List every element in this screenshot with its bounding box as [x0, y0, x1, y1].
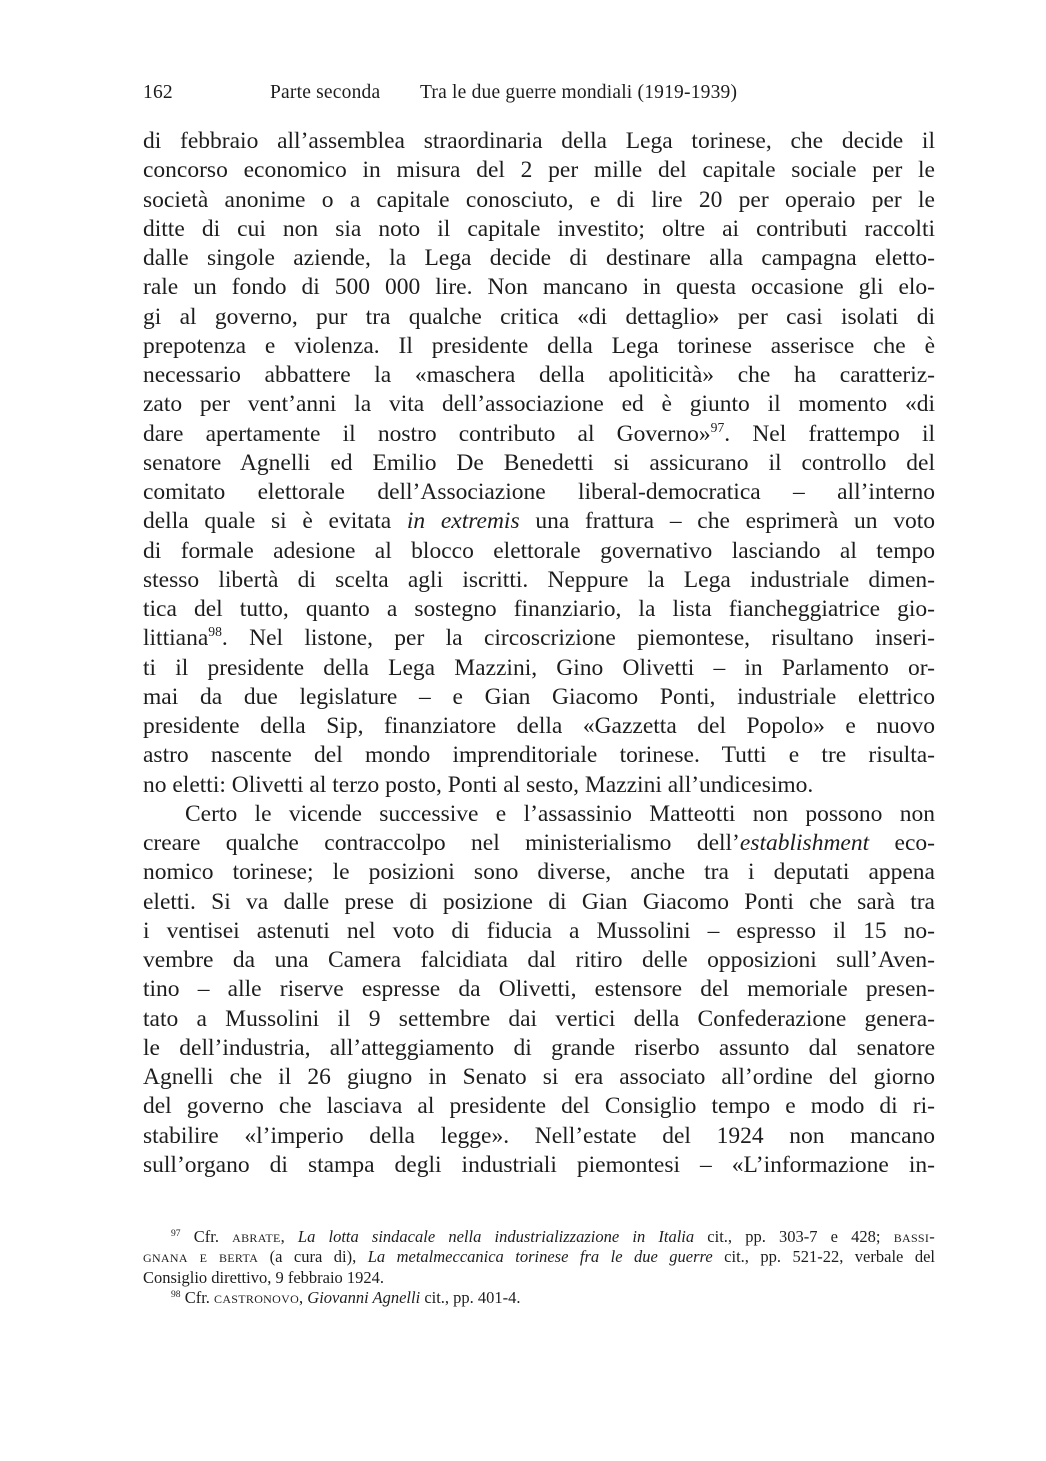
text-line: tino – alle riserve espresse da Olivetti, estensore del memoriale presen-: [143, 976, 935, 1003]
text-line: nomico torinese; le posizioni sono diverse, anche tra i deputati appena: [143, 859, 935, 886]
text-span: . Nel frattempo il: [724, 420, 935, 447]
author-name: castronovo: [214, 1288, 300, 1308]
text-span: eco-: [869, 830, 935, 856]
note-text: Cfr.: [180, 1288, 215, 1308]
footnote-ref-97[interactable]: 97: [710, 419, 725, 435]
note-text: (a cura di),: [258, 1247, 368, 1267]
text-line: tica del tutto, quanto a sostegno finanziario, la lista fiancheggiatrice gio-: [143, 596, 935, 622]
text-line: ti il presidente della Lega Mazzini, Gino Olivetti – in Parlamento or-: [143, 654, 935, 681]
book-title: La metalmeccanica torinese fra le due guerre: [367, 1247, 713, 1267]
text-line: sull’organo di stampa degli industriali piemontesi – «L’informazione in-: [143, 1151, 935, 1178]
text-line: ditte di cui non sia noto il capitale investito; oltre ai contributi raccolti: [143, 215, 935, 242]
text-line: gi al governo, pur tra qualche critica «di dettaglio» per casi isolati di: [143, 303, 935, 330]
text-span: una frattura – che esprimerà un voto: [519, 508, 935, 535]
text-span: della quale si è evitata: [143, 508, 407, 535]
text-line: di febbraio all’assemblea straordinaria della Lega torinese, che decide il: [143, 128, 935, 154]
text-line: presidente della Sip, finanziatore della «Gazzetta del Popolo» e nuovo: [143, 713, 935, 739]
header-part: Parte seconda: [270, 82, 381, 103]
note-text: cit., pp. 401-4.: [420, 1288, 521, 1308]
text-span: creare qualche contraccolpo nel ministerialismo dell’: [143, 830, 740, 856]
text-line: [143, 507, 935, 536]
italic-phrase: in extremis: [406, 508, 520, 535]
note-text: ,: [299, 1288, 308, 1308]
footnote-97-cont: Consiglio direttivo, 9 febbraio 1924.: [143, 1267, 385, 1287]
text-line: concorso economico in misura del 2 per mille del capitale sociale per le: [143, 157, 935, 184]
text-line: rale un fondo di 500 000 lire. Non mancano in questa occasione gli elo-: [143, 274, 935, 301]
italic-word: establishment: [739, 830, 870, 856]
text-line: vembre da una Camera falcidiata dal ritiro delle opposizioni sull’Aven-: [143, 947, 935, 973]
text-line: tato a Mussolini il 9 settembre dai vertici della Confederazione genera-: [143, 1005, 935, 1032]
paragraph-first-line: Certo le vicende successive e l’assassinio Matteotti non possono non: [185, 800, 935, 827]
text-line: le dell’industria, all’atteggiamento di grande riserbo assunto dal senatore: [143, 1034, 935, 1061]
text-line: eletti. Si va dalle prese di posizione di Gian Giacomo Ponti che sarà tra: [143, 888, 935, 915]
note-text: cit., pp. 521-22, verbale del: [712, 1247, 935, 1267]
text-line: stabilire «l’imperio della legge». Nell’estate del 1924 non mancano: [143, 1122, 935, 1149]
note-text: cit., pp. 303-7 e 428;: [694, 1227, 894, 1246]
text-line: di formale adesione al blocco elettorale governativo lasciando al tempo: [143, 537, 935, 564]
note-text: Cfr.: [180, 1227, 233, 1246]
footnote-98: [143, 1288, 935, 1308]
text-line: dalle singole aziende, la Lega decide di destinare alla campagna eletto-: [143, 245, 935, 271]
author-name: gnana e berta: [143, 1247, 259, 1267]
book-title: La lotta sindacale nella industrializzazione in Italia: [297, 1227, 695, 1246]
text-span: dare apertamente il nostro contributo al Governo»: [143, 420, 711, 447]
text-span: littiana: [143, 625, 209, 652]
text-line: necessario abbattere la «maschera della apoliticità» che ha caratteriz-: [143, 362, 935, 388]
book-title: Giovanni Agnelli: [307, 1288, 421, 1308]
text-line: i ventisei astenuti nel voto di fiducia a Mussolini – espresso il 15 no-: [143, 917, 935, 944]
text-line: [143, 624, 935, 653]
text-line: astro nascente del mondo imprenditoriale torinese. Tutti e tre risulta-: [143, 742, 935, 769]
body-text: [143, 127, 935, 1180]
footnote-number: 97: [171, 1227, 181, 1239]
text-line: società anonime o a capitale conosciuto, e di lire 20 per operaio per le: [143, 186, 935, 213]
text-line: zato per vent’anni la vita dell’associazione ed è giunto il momento «di: [143, 391, 935, 418]
footnotes: [143, 1227, 935, 1309]
text-line: no eletti: Olivetti al terzo posto, Ponti al sesto, Mazzini all’undicesimo.: [143, 771, 814, 798]
footnote-ref-98[interactable]: 98: [208, 624, 222, 640]
text-line: [143, 829, 935, 858]
footnote-97: [143, 1227, 935, 1247]
text-span: . Nel listone, per la circoscrizione piemontese, risultano inseri-: [221, 625, 935, 652]
author-name: bassi-: [893, 1227, 935, 1246]
note-text: ,: [280, 1227, 298, 1246]
author-name: abrate: [232, 1227, 281, 1246]
text-line: senatore Agnelli ed Emilio De Benedetti si assicurano il controllo del: [143, 449, 935, 476]
footnote-number: 98: [171, 1288, 181, 1300]
footnote-97-cont: [143, 1247, 935, 1267]
text-line: prepotenza e violenza. Il presidente della Lega torinese asserisce che è: [143, 332, 935, 359]
text-line: del governo che lasciava al presidente del Consiglio tempo e modo di ri-: [143, 1093, 935, 1120]
text-line: mai da due legislature – e Gian Giacomo Ponti, industriale elettrico: [143, 683, 935, 710]
text-line: stesso libertà di scelta agli iscritti. Neppure la Lega industriale dimen-: [143, 566, 935, 593]
header-title: Tra le due guerre mondiali (1919-1939): [420, 82, 738, 103]
text-line: comitato elettorale dell’Associazione liberal-democratica – all’interno: [143, 479, 935, 505]
text-line: Agnelli che il 26 giugno in Senato si era associato all’ordine del giorno: [143, 1064, 935, 1090]
page-number: 162: [143, 82, 173, 103]
text-line: [143, 420, 935, 449]
